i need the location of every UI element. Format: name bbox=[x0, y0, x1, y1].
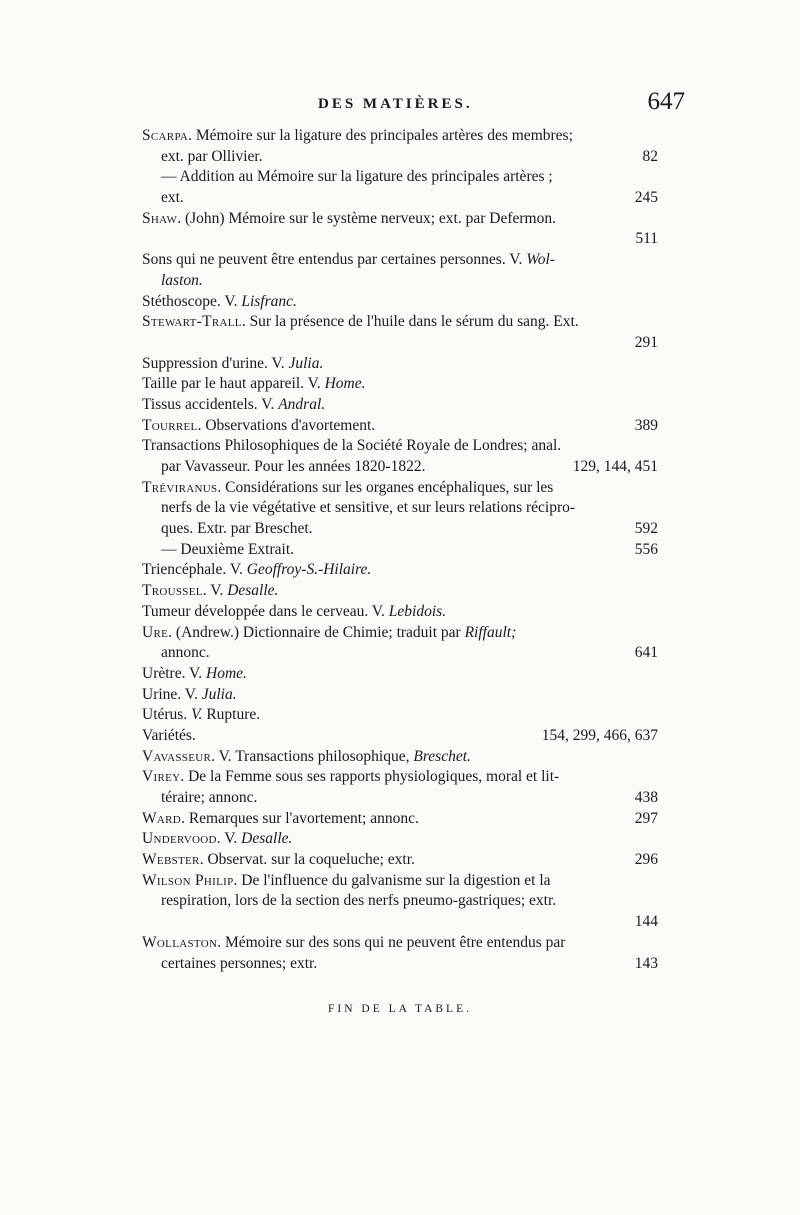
page-reference: 438 bbox=[634, 789, 658, 806]
entry-author: Stewart-Trall bbox=[142, 313, 242, 331]
entry-text: Sons qui ne peuvent être entendus par certaines personnes. V. bbox=[142, 251, 527, 269]
entry-text: . Mémoire sur la ligature des principales artères des membres; bbox=[188, 127, 573, 144]
entry-text: ext. bbox=[161, 189, 184, 207]
index-line bbox=[142, 498, 658, 519]
entry-text: Stéthoscope. V. bbox=[142, 292, 242, 310]
entry-text: nerfs de la vie végétative et sensitive, et sur leurs relations récipro- bbox=[161, 499, 576, 517]
page-reference: 245 bbox=[634, 189, 658, 207]
index-line bbox=[142, 643, 658, 664]
entry-text: Tissus accidentels. V. bbox=[142, 395, 279, 413]
index-line bbox=[142, 271, 658, 292]
cross-reference: Desalle. bbox=[227, 582, 279, 600]
entry-text: — Addition au Mémoire sur la ligature des principales artères ; bbox=[161, 168, 553, 186]
index-line bbox=[142, 540, 658, 561]
cross-reference: Desalle. bbox=[241, 830, 293, 848]
index-line bbox=[142, 850, 658, 871]
cross-reference: Geoffroy-S.-Hilaire. bbox=[246, 561, 372, 579]
page-reference: 641 bbox=[634, 644, 658, 662]
entry-text: . (John) Mémoire sur le système nerveux; ext. par Defermon. bbox=[177, 209, 556, 227]
cross-reference: Home. bbox=[206, 664, 247, 682]
index-line bbox=[142, 209, 658, 230]
page-reference: 297 bbox=[634, 809, 658, 827]
index-line bbox=[142, 871, 658, 892]
entry-text: . De l'influence du galvanisme sur la digestion et la bbox=[233, 871, 551, 889]
index-line bbox=[142, 788, 658, 809]
index-line bbox=[142, 395, 658, 416]
page-reference: 154, 299, 466, 637 bbox=[541, 726, 658, 744]
entry-author: Ure bbox=[142, 623, 169, 641]
page-number: 647 bbox=[647, 88, 685, 115]
entry-author: Vavasseur bbox=[142, 747, 212, 765]
index-line bbox=[142, 478, 658, 499]
entry-author: Tréviranus bbox=[142, 478, 218, 496]
running-header bbox=[140, 88, 685, 118]
entry-text: annonc. bbox=[161, 644, 210, 662]
index-line bbox=[142, 602, 658, 623]
entry-text: Transactions Philosophiques de la Société Royale de Londres; anal. bbox=[142, 437, 562, 455]
cross-reference: Julia. bbox=[288, 354, 324, 372]
entry-text: . Sur la présence de l'huile dans le sérum du sang. Ext. bbox=[241, 313, 579, 331]
cross-reference: Lebidois. bbox=[388, 602, 447, 620]
index-line bbox=[142, 705, 658, 726]
entry-text: . V. Transactions philosophique, bbox=[211, 747, 414, 765]
entry-text: téraire; annonc. bbox=[161, 789, 258, 806]
entry-author: Undervood bbox=[142, 830, 217, 848]
entry-author: Wollaston bbox=[142, 933, 218, 951]
entry-text: Taille par le haut appareil. V. bbox=[142, 375, 325, 393]
entry-author: Ward bbox=[142, 809, 182, 827]
entry-text: Triencéphale. V. bbox=[142, 561, 247, 579]
index-line bbox=[142, 767, 658, 788]
entry-text: ext. par Ollivier. bbox=[161, 147, 263, 165]
cross-reference: laston. bbox=[161, 271, 203, 289]
index-line bbox=[142, 374, 658, 395]
page-reference: 82 bbox=[642, 147, 658, 165]
index-line bbox=[142, 436, 658, 457]
page-reference: 296 bbox=[634, 851, 658, 869]
cross-reference: V. bbox=[191, 706, 203, 724]
entry-text: Urine. V. bbox=[142, 685, 202, 703]
entry-author: Wilson Philip bbox=[142, 871, 234, 889]
entry-text: . Mémoire sur des sons qui ne peuvent être entendus par bbox=[217, 933, 566, 951]
entry-text: Tumeur développée dans le cerveau. V. bbox=[142, 602, 389, 620]
index-line bbox=[142, 933, 658, 954]
cross-reference: Andral. bbox=[278, 395, 326, 413]
cross-reference: Wol- bbox=[526, 251, 555, 269]
index-line bbox=[142, 560, 658, 581]
page-reference: 511 bbox=[635, 230, 658, 248]
entry-text: respiration, lors de la section des nerfs pneumo-gastriques; extr. bbox=[161, 892, 557, 910]
index-line bbox=[142, 747, 658, 768]
cross-reference: Breschet. bbox=[413, 747, 471, 765]
entry-text: certaines personnes; extr. bbox=[161, 954, 318, 972]
index-line bbox=[142, 147, 658, 168]
index-line bbox=[142, 188, 658, 209]
page-reference: 129, 144, 451 bbox=[572, 458, 658, 475]
entry-text: ques. Extr. par Breschet. bbox=[161, 520, 313, 538]
index-line bbox=[142, 167, 658, 188]
index-line bbox=[142, 250, 658, 271]
index-line bbox=[142, 685, 658, 706]
index-line bbox=[142, 333, 658, 354]
entry-text: . V. bbox=[216, 830, 242, 848]
index-line bbox=[142, 457, 658, 478]
entry-text: Urètre. V. bbox=[142, 664, 206, 682]
index-entries bbox=[142, 126, 658, 974]
cross-reference: Lisfranc. bbox=[241, 292, 297, 310]
entry-text: . Considérations sur les organes encéphaliques, sur les bbox=[217, 478, 554, 496]
page-reference: 592 bbox=[634, 520, 658, 538]
entry-text: Suppression d'urine. V. bbox=[142, 354, 289, 372]
index-line bbox=[142, 126, 658, 147]
index-line bbox=[142, 664, 658, 685]
index-line bbox=[142, 519, 658, 540]
entry-text: par Vavasseur. Pour les années 1820-1822. bbox=[161, 458, 426, 475]
index-line bbox=[142, 829, 658, 850]
entry-author: Webster bbox=[142, 851, 200, 869]
index-line bbox=[142, 891, 658, 912]
index-line bbox=[142, 354, 658, 375]
entry-author: Tourrel bbox=[142, 416, 198, 434]
index-line bbox=[142, 581, 658, 602]
entry-author: Troussel bbox=[142, 582, 203, 600]
entry-text: . (Andrew.) Dictionnaire de Chimie; traduit par bbox=[168, 623, 465, 641]
entry-text: . De la Femme sous ses rapports physiologiques, moral et lit- bbox=[180, 768, 560, 786]
entry-text: . Observations d'avortement. bbox=[197, 416, 376, 434]
index-line bbox=[142, 229, 658, 250]
page-reference: 389 bbox=[634, 416, 658, 434]
entry-text: — Deuxième Extrait. bbox=[161, 540, 294, 558]
entry-text: Rupture. bbox=[202, 706, 261, 724]
entry-text: . Observat. sur la coqueluche; extr. bbox=[199, 851, 415, 869]
entry-author: Shaw bbox=[142, 209, 178, 227]
index-line bbox=[142, 623, 658, 644]
cross-reference: Riffault; bbox=[464, 623, 517, 641]
index-line bbox=[142, 416, 658, 437]
entry-text: Variétés. bbox=[142, 726, 196, 744]
cross-reference: Julia. bbox=[201, 685, 237, 703]
entry-text: . V. bbox=[202, 582, 228, 600]
end-of-table-note: FIN DE LA TABLE. bbox=[328, 1003, 472, 1015]
index-line bbox=[142, 312, 658, 333]
page-reference: 556 bbox=[634, 540, 658, 558]
entry-text: Utérus. bbox=[142, 706, 192, 724]
page-reference: 143 bbox=[634, 954, 658, 972]
entry-author: Scarpa bbox=[142, 127, 189, 144]
entry-text: . Remarques sur l'avortement; annonc. bbox=[181, 809, 419, 827]
index-line bbox=[142, 726, 658, 747]
index-line bbox=[142, 954, 658, 975]
header-title: DES MATIÈRES. bbox=[318, 96, 473, 112]
cross-reference: Home. bbox=[324, 375, 366, 393]
page-reference: 144 bbox=[634, 913, 658, 931]
index-line bbox=[142, 912, 658, 933]
entry-author: Virey bbox=[142, 768, 181, 786]
index-line bbox=[142, 292, 658, 313]
index-line bbox=[142, 809, 658, 830]
page-reference: 291 bbox=[634, 333, 658, 351]
